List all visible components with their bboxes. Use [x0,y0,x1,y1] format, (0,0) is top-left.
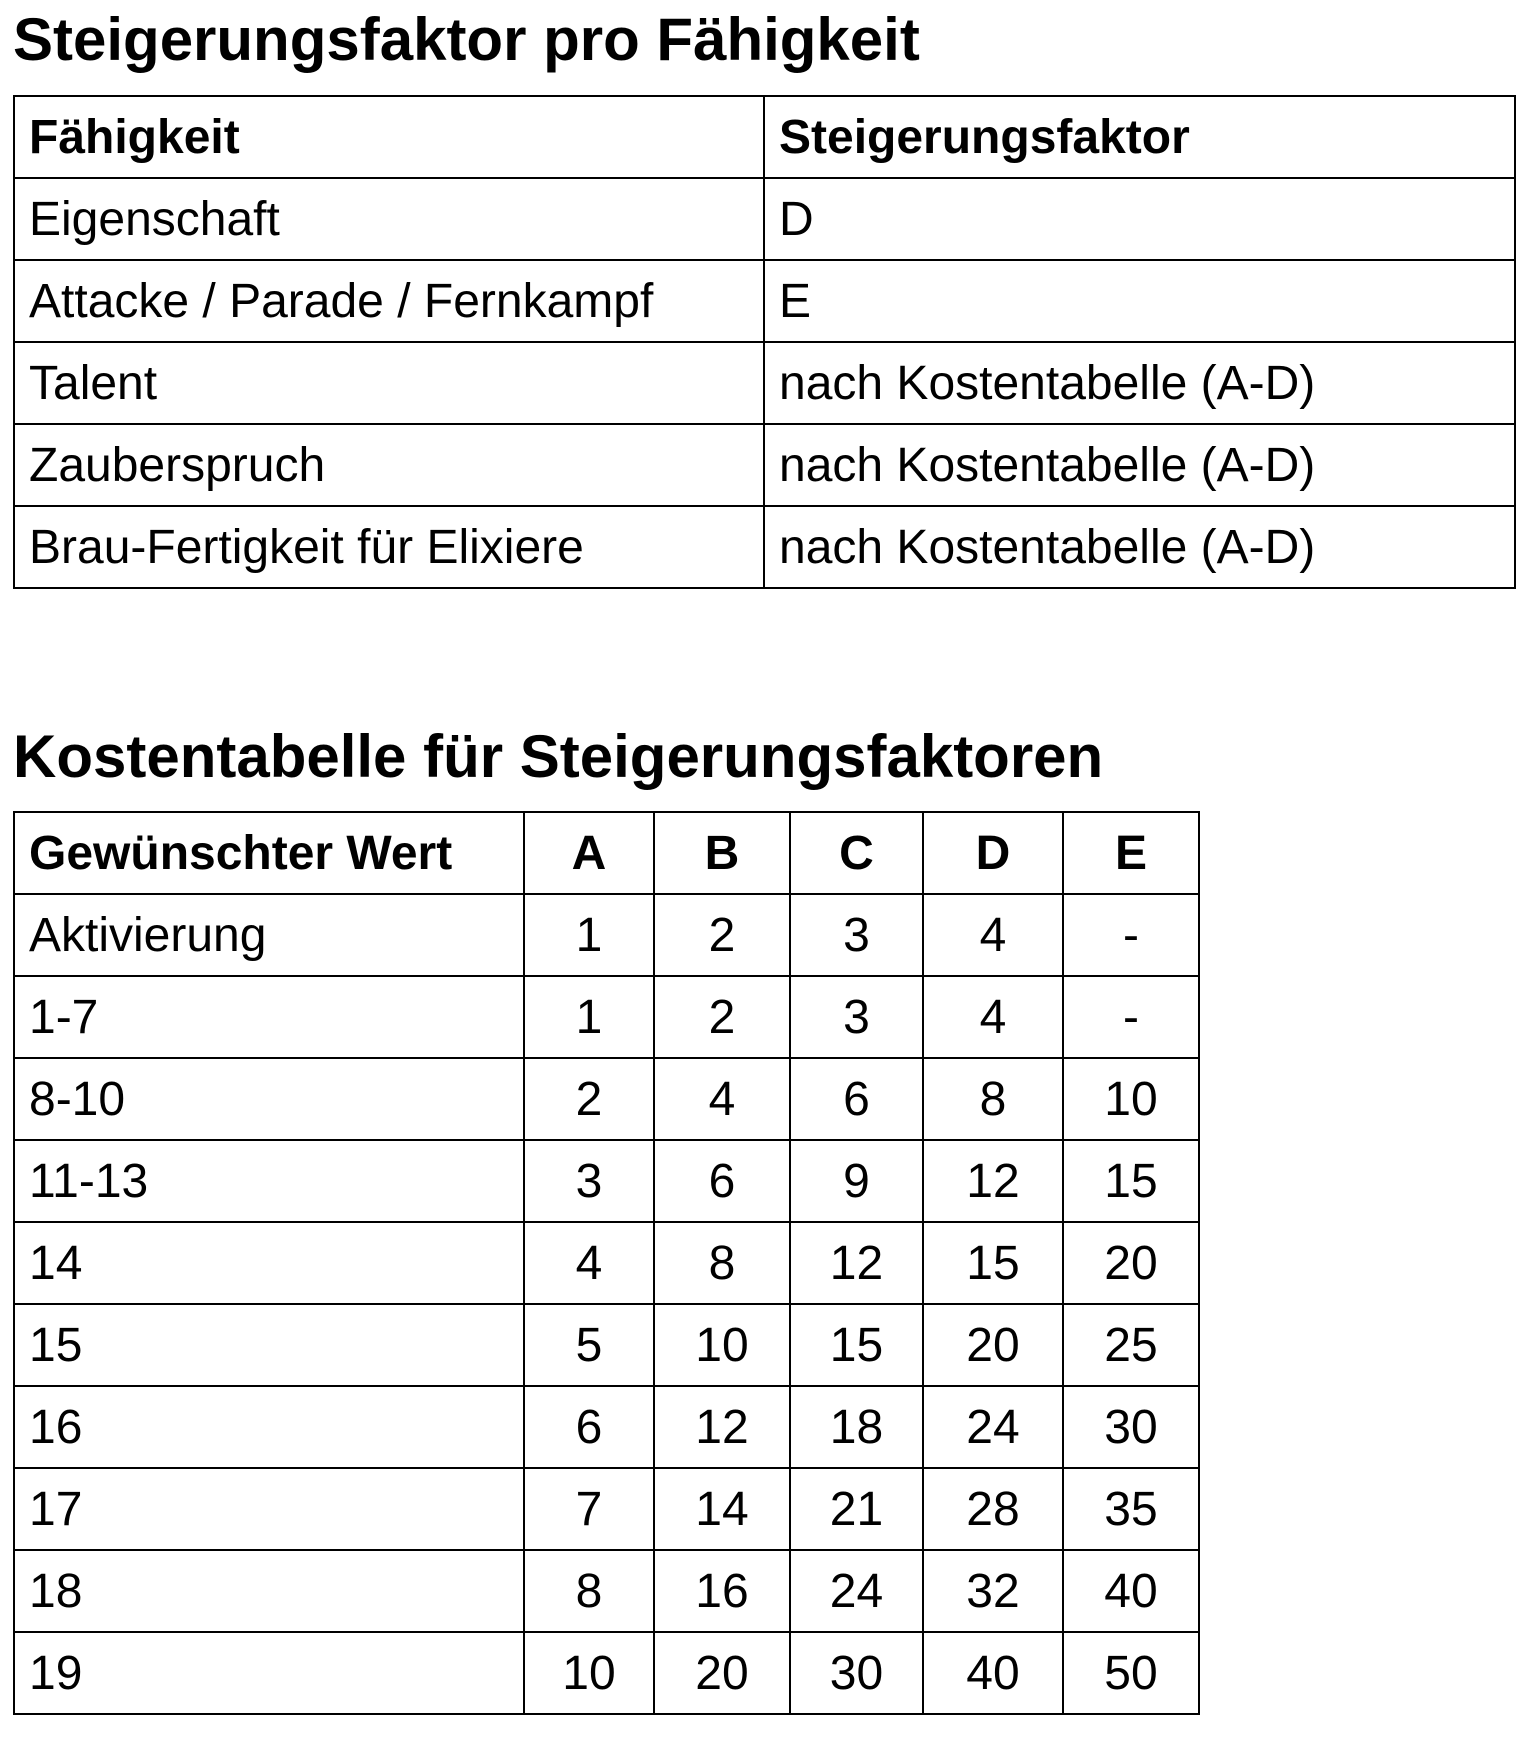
column-header-c: C [790,812,923,894]
table-cell: 12 [654,1386,790,1468]
table-cell: nach Kostentabelle (A-D) [764,506,1515,588]
table-row [14,1550,1199,1632]
table-cell: 30 [790,1632,923,1714]
column-header-faehigkeit: Fähigkeit [14,96,764,178]
table-cell: 15 [790,1304,923,1386]
table-row [14,1304,1199,1386]
table-cell: 18 [14,1550,524,1632]
table-row [14,178,1515,260]
table-cell: 3 [790,894,923,976]
table-cell: 21 [790,1468,923,1550]
table-cell: Aktivierung [14,894,524,976]
table-cell: 32 [923,1550,1063,1632]
table-cell: 20 [654,1632,790,1714]
table-row [14,1140,1199,1222]
table-row [14,1632,1199,1714]
table-cell: 40 [1063,1550,1199,1632]
section-heading-kostentabelle: Kostentabelle für Steigerungsfaktoren [13,723,1104,790]
table-cell: Brau-Fertigkeit für Elixiere [14,506,764,588]
table-cell: 18 [790,1386,923,1468]
table-cell: 50 [1063,1632,1199,1714]
table-row [14,506,1515,588]
table-cell: 10 [654,1304,790,1386]
table-cell: 8 [524,1550,654,1632]
table-cell: 4 [654,1058,790,1140]
section-heading-steigerungsfaktor: Steigerungsfaktor pro Fähigkeit [13,6,920,73]
table-cell: 2 [654,976,790,1058]
table-cell: 4 [923,976,1063,1058]
table-cell: 14 [14,1222,524,1304]
table-cell: 9 [790,1140,923,1222]
table-cell: 17 [14,1468,524,1550]
table-cell: 8 [654,1222,790,1304]
table-cell: - [1063,976,1199,1058]
table-row [14,1058,1199,1140]
table-cell: 1 [524,976,654,1058]
table-cell: 6 [790,1058,923,1140]
table-cell: 16 [654,1550,790,1632]
table-row [14,1386,1199,1468]
table-cell: 10 [524,1632,654,1714]
table-cell: 2 [524,1058,654,1140]
table-cell: 1-7 [14,976,524,1058]
table-cell: 28 [923,1468,1063,1550]
table-cell: 8 [923,1058,1063,1140]
column-header-e: E [1063,812,1199,894]
table-row [14,1468,1199,1550]
table-cell: 25 [1063,1304,1199,1386]
table-cell: Attacke / Parade / Fernkampf [14,260,764,342]
table-row [14,260,1515,342]
table-cell: Zauberspruch [14,424,764,506]
table-cell: 12 [790,1222,923,1304]
table-cell: nach Kostentabelle (A-D) [764,424,1515,506]
table-cell: Talent [14,342,764,424]
table-cell: 15 [1063,1140,1199,1222]
table-cell: 7 [524,1468,654,1550]
column-header-d: D [923,812,1063,894]
table-cell: 11-13 [14,1140,524,1222]
table-cell: 20 [923,1304,1063,1386]
table-row [14,342,1515,424]
table-cell: 20 [1063,1222,1199,1304]
table-cell: 3 [524,1140,654,1222]
table-cell: 3 [790,976,923,1058]
table-cell: 10 [1063,1058,1199,1140]
column-header-gewuenschter-wert: Gewünschter Wert [14,812,524,894]
column-header-steigerungsfaktor: Steigerungsfaktor [764,96,1515,178]
column-header-b: B [654,812,790,894]
table-cell: 24 [790,1550,923,1632]
table-cell: Eigenschaft [14,178,764,260]
table-row [14,976,1199,1058]
table-cell: 16 [14,1386,524,1468]
table-cell: - [1063,894,1199,976]
table-cell: nach Kostentabelle (A-D) [764,342,1515,424]
table-header-row [14,96,1515,178]
table-cell: 4 [923,894,1063,976]
table-row [14,1222,1199,1304]
column-header-a: A [524,812,654,894]
table-cell: 5 [524,1304,654,1386]
table-cell: 2 [654,894,790,976]
table-cell: E [764,260,1515,342]
table-row [14,894,1199,976]
table-cell: 19 [14,1632,524,1714]
table-cell: 30 [1063,1386,1199,1468]
table-cell: 12 [923,1140,1063,1222]
table-cell: D [764,178,1515,260]
table-cell: 40 [923,1632,1063,1714]
table-cell: 35 [1063,1468,1199,1550]
table-cell: 4 [524,1222,654,1304]
table-cell: 15 [923,1222,1063,1304]
table-cell: 14 [654,1468,790,1550]
table-steigerungsfaktor [13,95,1516,589]
table-cell: 6 [524,1386,654,1468]
table-cell: 15 [14,1304,524,1386]
table-cell: 1 [524,894,654,976]
table-kostentabelle [13,811,1200,1715]
table-header-row [14,812,1199,894]
table-cell: 8-10 [14,1058,524,1140]
table-cell: 6 [654,1140,790,1222]
table-row [14,424,1515,506]
table-cell: 24 [923,1386,1063,1468]
